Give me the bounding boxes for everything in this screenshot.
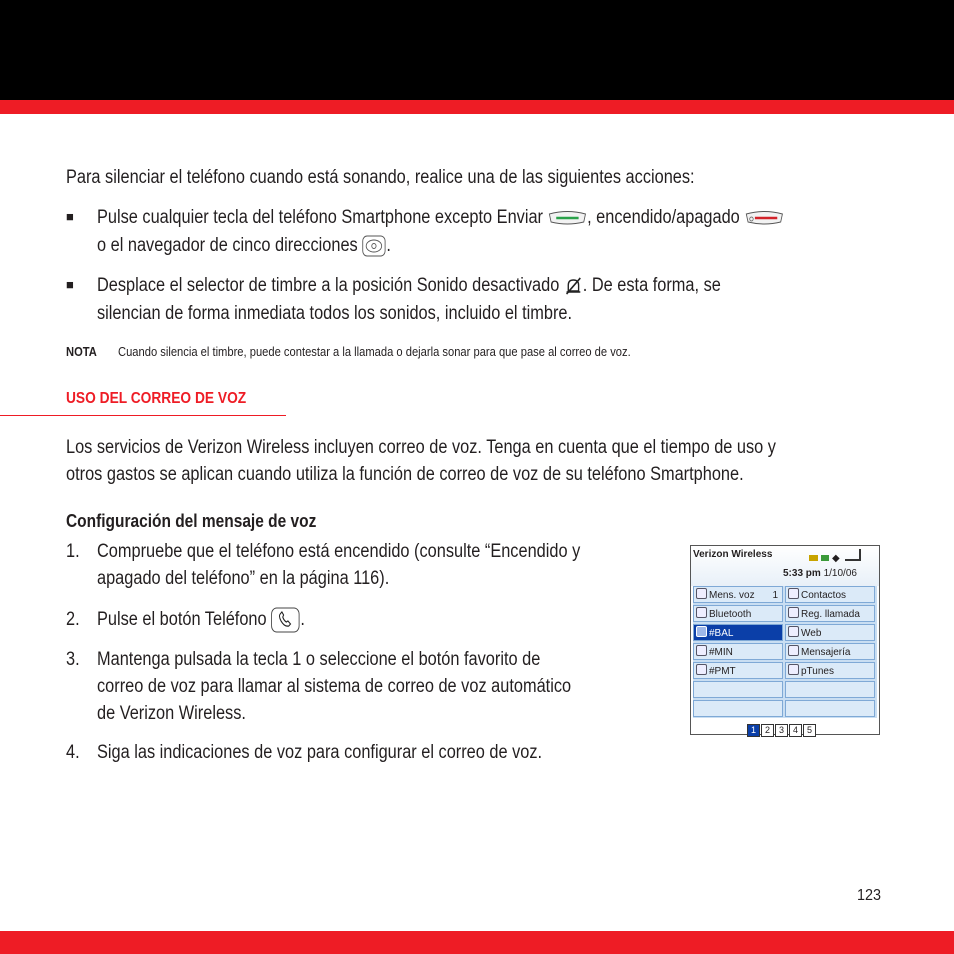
phone-carrier: Verizon Wireless: [693, 549, 773, 560]
favorite-button[interactable]: [693, 643, 783, 660]
bullet-1-text-c: o el navegador de cinco direcciones: [97, 235, 358, 256]
footer-red-band: [0, 931, 954, 954]
note-label: NOTA: [66, 344, 97, 359]
favorite-icon: [788, 607, 799, 618]
signal-icon: [821, 555, 829, 561]
bullet-marker: ■: [66, 209, 74, 224]
battery-icon: [809, 555, 818, 561]
page-tab[interactable]: 2: [761, 724, 774, 737]
favorite-icon: [696, 664, 707, 675]
favorite-icon: [788, 645, 799, 656]
bullet-1-line-2: [97, 232, 391, 259]
favorite-icon: [696, 645, 707, 656]
phone-status-icons: [809, 549, 861, 564]
bullet-1-line-1: [97, 204, 784, 231]
favorites-page-selector: [747, 720, 817, 733]
favorite-icon: [788, 664, 799, 675]
favorite-label: Reg. llamada: [801, 609, 860, 620]
page-tab[interactable]: 5: [803, 724, 816, 737]
send-key-icon: [548, 209, 588, 227]
favorite-label: Bluetooth: [709, 609, 752, 620]
bullet-marker: ■: [66, 277, 74, 292]
bars-icon: [845, 549, 861, 561]
page-number: 123: [857, 887, 882, 904]
favorite-icon: [696, 626, 707, 637]
step-2-text-b: .: [300, 609, 305, 630]
bullet-1-text-d: .: [386, 235, 391, 256]
step-2-line-1: [97, 606, 305, 633]
section-underline: [0, 415, 286, 416]
phone-button-icon: [271, 607, 300, 633]
favorite-label: #MIN: [709, 647, 733, 658]
favorite-button[interactable]: [693, 624, 783, 641]
favorite-icon: [788, 588, 799, 599]
bullet-2-text-b: . De esta forma, se: [582, 275, 721, 296]
bullet-2-text-a: Desplace el selector de timbre a la posición Sonido desactivado: [97, 275, 560, 296]
favorite-button[interactable]: [693, 662, 783, 679]
phone-status-header: [691, 546, 879, 586]
header-red-stripe: [0, 100, 954, 114]
step-1-line-2: apagado del teléfono” en la página 116).: [97, 568, 390, 589]
favorite-label: #BAL: [709, 628, 734, 639]
favorites-grid: [693, 586, 877, 718]
step-3-line-3: de Verizon Wireless.: [97, 703, 246, 724]
favorite-icon: [788, 626, 799, 637]
intro-paragraph: Para silenciar el teléfono cuando está sonando, realice una de las siguientes acciones:: [66, 167, 695, 188]
favorite-button[interactable]: [785, 662, 875, 679]
favorite-button[interactable]: [785, 700, 875, 717]
favorite-button[interactable]: [785, 586, 875, 603]
favorite-label: Contactos: [801, 590, 847, 601]
favorite-button[interactable]: [693, 700, 783, 717]
favorite-button[interactable]: [693, 605, 783, 622]
bullet-1-text-a: Pulse cualquier tecla del teléfono Smartphone excepto Enviar: [97, 207, 544, 228]
bullet-2-line-2: silencian de forma inmediata todos los sonidos, incluido el timbre.: [97, 303, 573, 324]
sound-off-icon: [564, 276, 583, 296]
step-2-text-a: Pulse el botón Teléfono: [97, 609, 267, 630]
favorite-button[interactable]: [693, 681, 783, 698]
step-3-line-2: correo de voz para llamar al sistema de correo de voz automático: [97, 676, 572, 697]
step-number: 1.: [66, 541, 80, 562]
favorite-badge: 1: [772, 590, 778, 601]
five-way-navigator-icon: [362, 235, 386, 257]
page-tab[interactable]: 3: [775, 724, 788, 737]
favorite-button[interactable]: [693, 586, 783, 603]
favorite-button[interactable]: [785, 643, 875, 660]
power-key-icon: [744, 209, 784, 227]
header-black-band: [0, 0, 954, 100]
body-line-1: Los servicios de Verizon Wireless incluyen correo de voz. Tenga en cuenta que el tiempo de uso y: [66, 437, 776, 458]
bullet-1-text-b: , encendido/apagado: [587, 207, 740, 228]
note-text: Cuando silencia el timbre, puede contestar a la llamada o dejarla sonar para que pase al correo de voz.: [118, 344, 631, 359]
favorite-label: Mensajería: [801, 647, 851, 658]
phone-time-value: 5:33 pm: [783, 568, 821, 579]
step-4-line-1: Siga las indicaciones de voz para configurar el correo de voz.: [97, 742, 543, 763]
step-number: 4.: [66, 742, 80, 763]
step-3-line-1: Mantenga pulsada la tecla 1 o seleccione el botón favorito de: [97, 649, 541, 670]
favorite-label: Mens. voz: [709, 590, 755, 601]
favorite-label: #PMT: [709, 666, 736, 677]
step-1-line-1: Compruebe que el teléfono está encendido (consulte “Encendido y: [97, 541, 581, 562]
favorite-button[interactable]: [785, 624, 875, 641]
page-tab[interactable]: 1: [747, 724, 760, 737]
phone-screen-image: [690, 545, 880, 735]
favorite-icon: [696, 607, 707, 618]
step-number: 3.: [66, 649, 80, 670]
phone-time: [783, 568, 857, 579]
phone-date: 1/10/06: [823, 568, 857, 579]
favorite-label: pTunes: [801, 666, 834, 677]
favorite-button[interactable]: [785, 681, 875, 698]
favorite-icon: [696, 588, 707, 599]
diamond-icon: ◆: [832, 553, 840, 564]
subheading: Configuración del mensaje de voz: [66, 511, 317, 531]
bullet-2-line-1: [97, 272, 721, 299]
section-heading: USO DEL CORREO DE VOZ: [66, 390, 247, 407]
body-line-2: otros gastos se aplican cuando utiliza la función de correo de voz de su teléfono Smartphone.: [66, 464, 744, 485]
favorite-label: Web: [801, 628, 822, 639]
page-tab[interactable]: 4: [789, 724, 802, 737]
step-number: 2.: [66, 609, 80, 630]
favorite-button[interactable]: [785, 605, 875, 622]
